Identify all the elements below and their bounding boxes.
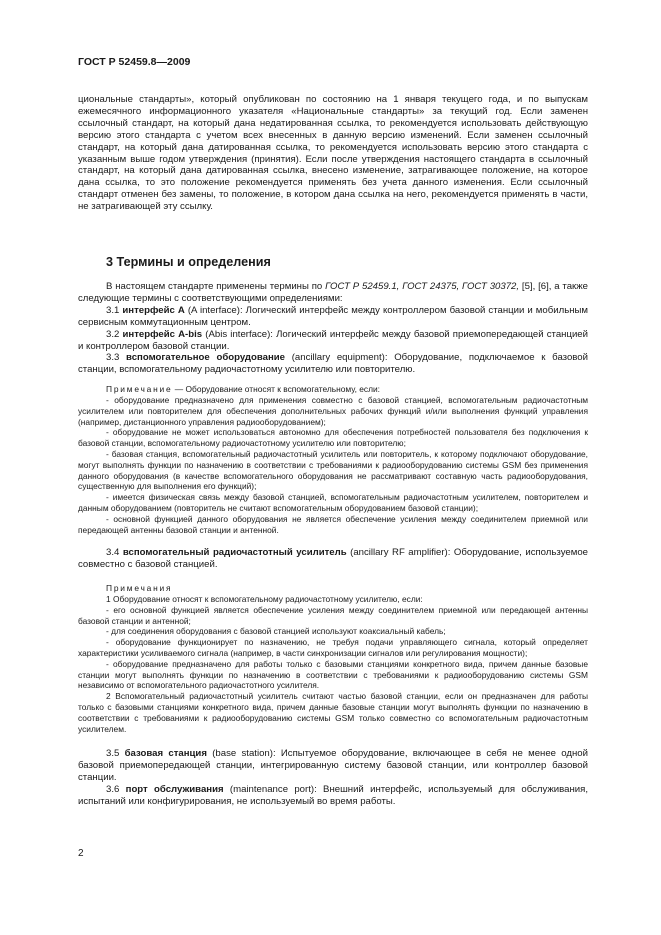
term-3-3-name: вспомогательное оборудование (126, 352, 286, 364)
term-3-1 (78, 305, 588, 329)
note-3-4-item: - его основной функцией является обеспечение усиления между соединителем приемной или передающей антенны базовой станции и антенной; (78, 604, 588, 626)
note-3-4-item: - для соединения оборудования с базовой станцией используют коаксиальный кабель; (106, 626, 446, 637)
term-3-1-num: 3.1 (106, 304, 123, 316)
term-3-6 (78, 784, 588, 808)
section-lead (78, 281, 588, 305)
note-3-4-n2: 2 Вспомогательный радиочастотный усилитель считают частью базовой станции, если он предназначен для работы только с базовыми станциями конкретного вида, причем данные базовые станции могут выполнять функции по назначению в соответствии с требованиями к радиооборудованию системы GSM только совместно со вспомогательным радиочастотным усилителем. (78, 691, 588, 734)
term-3-2-num: 3.2 (106, 328, 123, 340)
page-number: 2 (78, 848, 84, 859)
lead-before: В настоящем стандарте применены термины по (106, 281, 326, 292)
note-3-4-label: Примечания (106, 583, 173, 594)
term-3-2-name: интерфейс A-bis (122, 328, 203, 340)
term-3-4-num: 3.4 (106, 547, 123, 559)
section-heading: 3 Термины и определения (106, 255, 271, 269)
document-header: ГОСТ Р 52459.8—2009 (78, 56, 191, 68)
note-3-3-item: - основной функцией данного оборудования не является обеспечение усиления между соединителем приемной или передающей антенны базовой станции и антенной. (78, 513, 588, 535)
note-3-3-item: - оборудование предназначено для применения совместно с базовой станцией, вспомогательным радиочастотным усилителем или повторителем для обеспечения дополнительных рабочих функций и/или выполнения функций управления (например, дистанционного управления радиооборудованием); (78, 395, 588, 427)
note-3-3-lead: — Оборудование относят к вспомогательному, если: (172, 384, 381, 395)
term-3-1-name: интерфейс А (122, 304, 185, 316)
note-3-3-item: - имеется физическая связь между базовой станцией, вспомогательным радиочастотным усилителем, повторителем и данным оборудованием (повторитель не считают вспомогательным оборудованием базовой станции); (78, 492, 588, 514)
term-3-5-def: (base station): Испытуемое оборудование, включающее в себя не менее одной базовой приемопередающей станции, интегрированную систему базовой станции, или контроллер базовой станции. (78, 748, 588, 784)
term-3-3 (78, 352, 588, 376)
term-3-6-name: порт обслуживания (125, 784, 224, 796)
lead-after: [5], [6], а также следующие термины с соответствующими определениями: (78, 281, 588, 304)
note-3-4-item: - оборудование функционирует по назначению, не требуя подачи управляющего сигнала, который определяет характеристики усиливаемого сигнала (например, в части синхронизации сигналов или регулирования мощности); (78, 637, 588, 658)
lead-refs: ГОСТ Р 52459.1, ГОСТ 24375, ГОСТ 30372, (325, 281, 520, 292)
note-3-3-item: - оборудование не может использоваться автономно для обеспечения потребностей пользователя без подключения к базовой станции, вспомогательному радиочастотному усилителю или повторителю; (78, 427, 588, 449)
term-3-4 (78, 547, 588, 571)
note-3-3-intro (78, 384, 588, 395)
note-3-4-label-line (78, 583, 588, 594)
term-3-2 (78, 329, 588, 353)
intro-text: циональные стандарты», который опубликован по состоянию на 1 января текущего года, и по выпускам ежемесячного информационного указателя «Национальные стандарты» за текущий год. Если заменен ссылочный стандарт, на который дана недатированная ссылка, то рекомендуется использовать действующую версию этого стандарта с учетом всех внесенных в данную версию изменений. Если заменен ссылочный стандарт, на который дана датированная ссылка, то рекомендуется использовать версию этого стандарта с указанным выше годом утверждения (принятия). Если после утверждения настоящего стандарта в ссылочный стандарт, на который дана датированная ссылка, внесено изменение, затрагивающее положение, на которое дана ссылка, то это положение рекомендуется применять без учета данного изменения. Если ссылочный стандарт отменен без замены, то положение, в котором дана ссылка на него, рекомендуется применять в части, не затрагивающей эту ссылку. (78, 94, 588, 213)
note-3-3-label: Примечание (106, 384, 173, 395)
term-3-6-def: (maintenance port): Внешний интерфейс, используемый для обслуживания, испытаний или конфигурирования, не используемый во время работы. (78, 784, 588, 807)
term-3-3-num: 3.3 (106, 352, 127, 364)
term-3-5-num: 3.5 (106, 748, 125, 760)
section-heading-block (78, 255, 588, 269)
term-3-4-name: вспомогательный радиочастотный усилитель (122, 547, 347, 559)
section-body (78, 281, 588, 808)
term-3-3-def: (ancillary equipment): Оборудование, подключаемое к базовой станции, вспомогательному радиочастотному усилителю или повторителю. (78, 352, 588, 376)
note-3-3-item: - базовая станция, вспомогательный радиочастотный усилитель или повторитель, к которому подключают оборудование, могут выполнять функции по назначению в соответствии с требованиями к радиооборудованию системы GSM без применения данного оборудования (в качестве вспомогательного оборудования не рассматривают составную часть радиооборудования, существенную для выполнения его функций); (78, 449, 588, 492)
term-3-4-def: (ancillary RF amplifier): Оборудование, используемое совместно с базовой станцией. (78, 547, 588, 571)
intro-paragraph (78, 94, 588, 213)
note-3-4-n1: 1 Оборудование относят к вспомогательному радиочастотному усилителю, если: (106, 594, 423, 605)
note-3-4-item: - оборудование предназначено для работы только с базовыми станциями конкретного вида, причем данные базовые станции могут выполнять функции по назначению в соответствии с требованиями к радиооборудованию системы GSM независимо от вспомогательного радиочастотного усилителя. (78, 658, 588, 691)
term-3-6-num: 3.6 (106, 784, 126, 796)
term-3-1-def: (A interface): Логический интерфейс между контроллером базовой станции и мобильным сервисным коммутационным центром. (78, 304, 588, 328)
term-3-2-def: (Abis interface): Логический интерфейс между базовой приемопередающей станцией и контроллером базовой станции. (78, 328, 589, 352)
term-3-5-name: базовая станция (124, 748, 207, 760)
term-3-5 (78, 748, 588, 784)
